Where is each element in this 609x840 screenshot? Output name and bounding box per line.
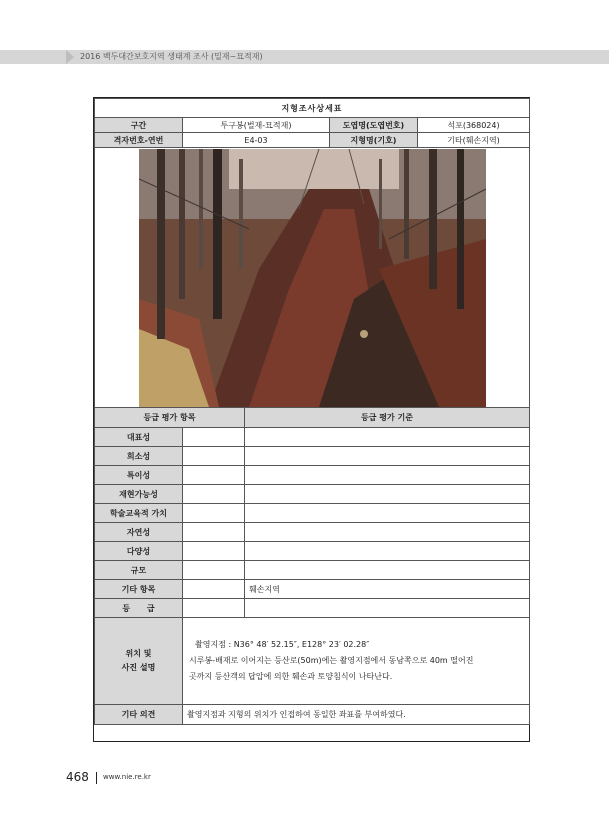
page-number: 468 [66, 770, 89, 784]
eval-note: 훼손지역 [245, 580, 530, 599]
eval-grade [183, 447, 245, 466]
footer-divider [96, 772, 97, 784]
location-description [183, 618, 530, 705]
eval-note [245, 504, 530, 523]
sheet-title: 지형조사상세표 [95, 99, 530, 118]
survey-sheet [93, 97, 530, 742]
eval-row [95, 599, 530, 618]
eval-note [245, 485, 530, 504]
eval-note [245, 523, 530, 542]
eval-label: 재현가능성 [95, 485, 183, 504]
eval-label: 희소성 [95, 447, 183, 466]
eval-grade [183, 599, 245, 618]
eval-grade [183, 580, 245, 599]
other-opinion-value: 촬영지점과 지형의 위치가 인접하여 동일한 좌표를 부여하였다. [183, 705, 530, 725]
footer-url: www.nie.re.kr [103, 773, 151, 781]
landform-name-value: 기타(훼손지역) [418, 133, 530, 148]
eval-grade [183, 428, 245, 447]
eval-label: 규모 [95, 561, 183, 580]
eval-label: 등 급 [95, 599, 183, 618]
map-sheet-label: 도엽명(도엽번호) [330, 118, 418, 133]
eval-row [95, 466, 530, 485]
eval-grade [183, 542, 245, 561]
eval-note [245, 561, 530, 580]
header-arrow-icon [66, 50, 74, 64]
eval-row [95, 561, 530, 580]
eval-note [245, 447, 530, 466]
eval-note [245, 542, 530, 561]
eval-note [245, 428, 530, 447]
location-desc-line: 시루봉-배재로 이어지는 등산로(50m)에는 촬영지점에서 동남쪽으로 40m 떨어진 [189, 656, 474, 665]
eval-grade [183, 466, 245, 485]
location-coordinates: 촬영지점 : N36° 48′ 52.15″, E128° 23′ 02.28″ [195, 640, 370, 649]
eval-grade [183, 523, 245, 542]
eval-label: 다양성 [95, 542, 183, 561]
landform-name-label: 지형명(기호) [330, 133, 418, 148]
eval-row [95, 485, 530, 504]
photo-cell [95, 148, 530, 408]
map-sheet-value: 석포(368024) [418, 118, 530, 133]
eval-label: 학술교육적 가치 [95, 504, 183, 523]
eval-row [95, 542, 530, 561]
eval-label: 기타 항목 [95, 580, 183, 599]
eval-row [95, 580, 530, 599]
eval-note [245, 599, 530, 618]
eval-criteria-header: 등급 평가 기준 [245, 408, 530, 428]
location-label: 위치 및 사진 설명 [95, 618, 183, 705]
eval-row [95, 523, 530, 542]
section-value: 투구봉(벌재-묘적재) [183, 118, 330, 133]
eval-grade [183, 504, 245, 523]
section-label: 구간 [95, 118, 183, 133]
running-title: 2016 백두대간보호지역 생태계 조사 (밀재~묘적재) [80, 52, 263, 61]
trail-erosion-photo [139, 149, 486, 407]
eval-row [95, 504, 530, 523]
eval-row [95, 428, 530, 447]
other-opinion-label: 기타 의견 [95, 705, 183, 725]
eval-label: 자연성 [95, 523, 183, 542]
eval-grade [183, 561, 245, 580]
eval-grade [183, 485, 245, 504]
grid-number-value: E4-03 [183, 133, 330, 148]
eval-label: 대표성 [95, 428, 183, 447]
eval-label: 특이성 [95, 466, 183, 485]
eval-note [245, 466, 530, 485]
eval-row [95, 447, 530, 466]
grid-number-label: 격자번호-연번 [95, 133, 183, 148]
location-desc-line: 곳까지 등산객의 답압에 의한 훼손과 토양침식이 나타난다. [189, 672, 393, 681]
eval-item-header: 등급 평가 항목 [95, 408, 245, 428]
